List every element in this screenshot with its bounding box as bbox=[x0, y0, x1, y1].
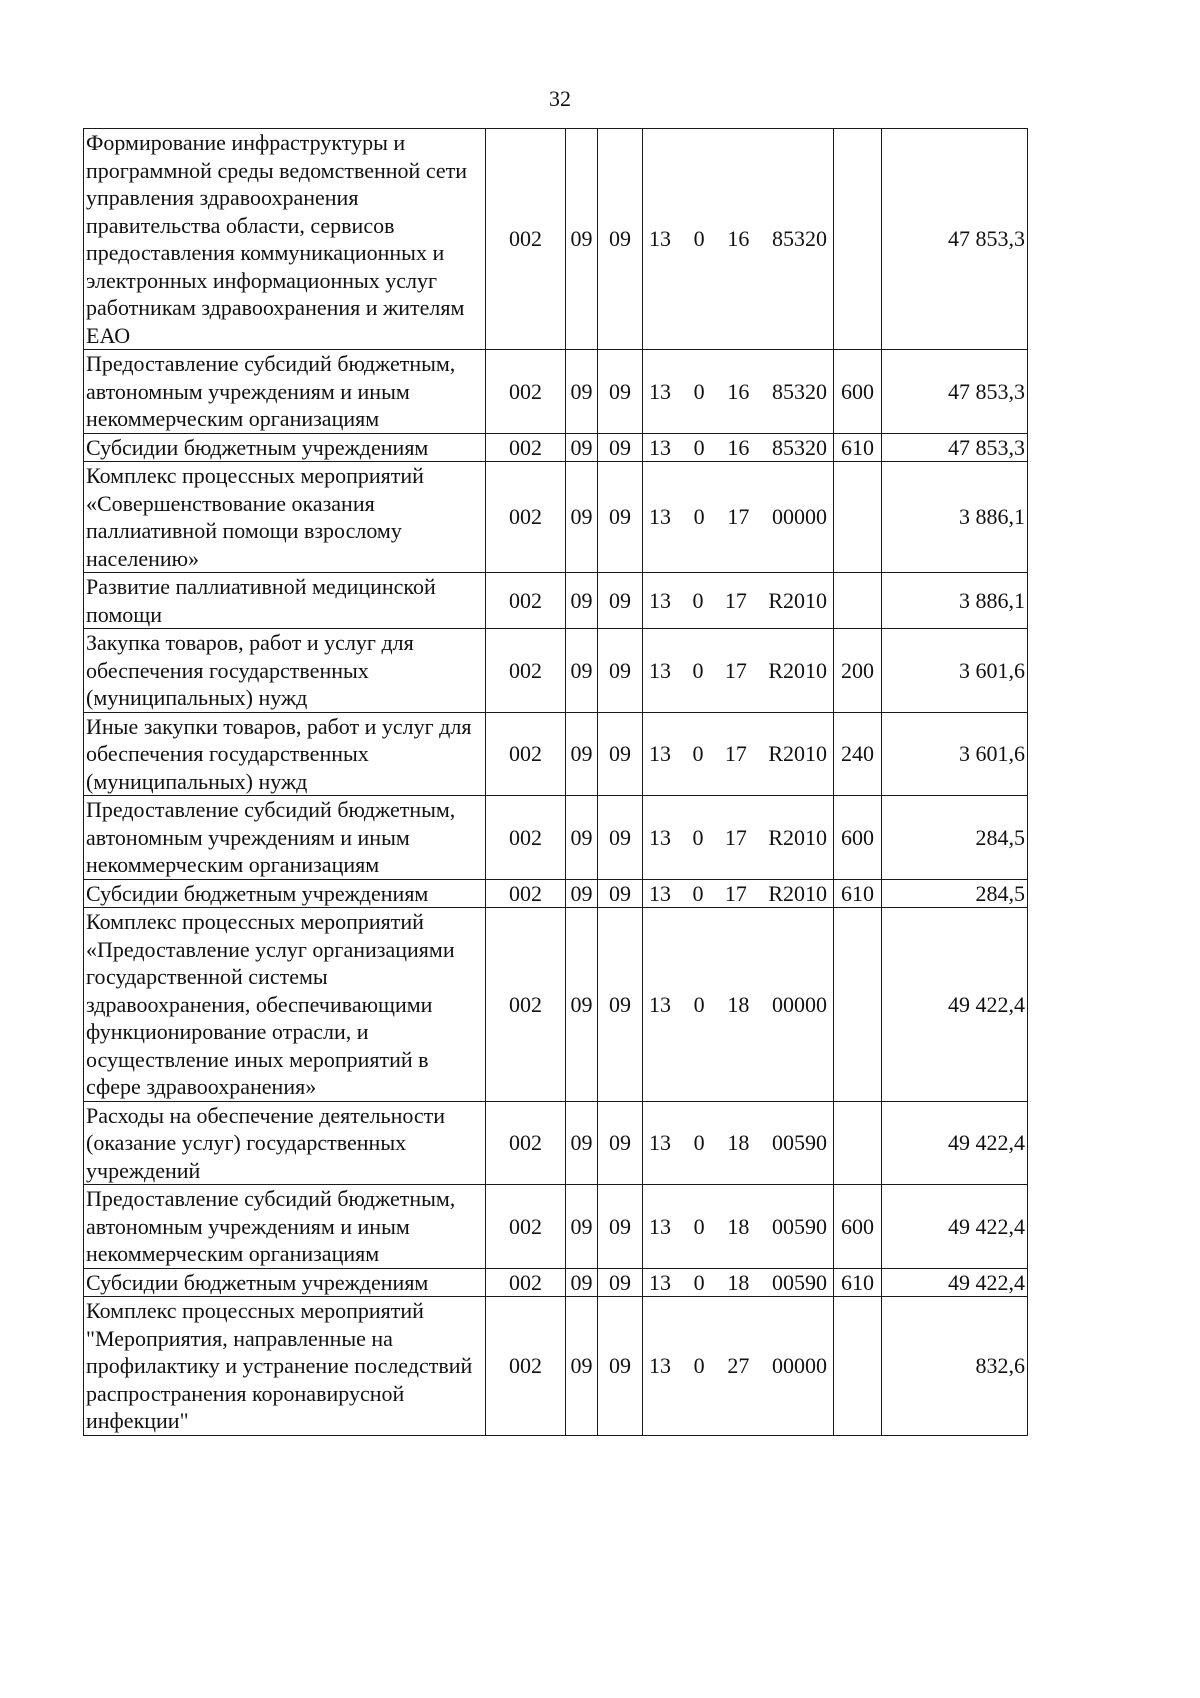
expense-kind-code: 610 bbox=[834, 1268, 882, 1297]
amount: 47 853,3 bbox=[882, 350, 1028, 434]
target-article bbox=[643, 573, 834, 629]
subsection-code: 09 bbox=[598, 1268, 643, 1297]
expense-kind-code bbox=[834, 129, 882, 350]
amount: 47 853,3 bbox=[882, 129, 1028, 350]
item-code: 16 bbox=[727, 378, 750, 404]
table-row bbox=[84, 1268, 1028, 1297]
expense-kind-code: 240 bbox=[834, 712, 882, 796]
row-name: Комплекс процессных мероприятий «Предоставление услуг организациями государственной системы здравоохранения, обеспечивающими функционирование отрасли, и осуществление иных мероприятий в сфере здравоохранения» bbox=[84, 908, 486, 1102]
subsection-code: 09 bbox=[598, 433, 643, 462]
item-code: 18 bbox=[727, 991, 750, 1017]
direction-code: 00590 bbox=[771, 1213, 827, 1239]
subprogram-code: 0 bbox=[693, 378, 705, 404]
amount: 49 422,4 bbox=[882, 1268, 1028, 1297]
item-code: 18 bbox=[727, 1269, 750, 1295]
amount: 3 601,6 bbox=[882, 712, 1028, 796]
target-article bbox=[643, 462, 834, 573]
amount: 49 422,4 bbox=[882, 1185, 1028, 1269]
subprogram-code: 0 bbox=[692, 587, 704, 613]
expense-kind-code bbox=[834, 1101, 882, 1185]
target-article bbox=[643, 1185, 834, 1269]
item-code: 17 bbox=[724, 587, 747, 613]
amount: 832,6 bbox=[882, 1297, 1028, 1436]
ministry-code: 002 bbox=[486, 462, 566, 573]
table-body bbox=[84, 129, 1028, 1436]
row-name: Предоставление субсидий бюджетным, автономным учреждениям и иным некоммерческим организациям bbox=[84, 1185, 486, 1269]
section-code: 09 bbox=[566, 350, 598, 434]
direction-code: 00000 bbox=[771, 1353, 827, 1378]
ministry-code: 002 bbox=[486, 129, 566, 350]
program-code: 13 bbox=[649, 587, 671, 613]
subsection-code: 09 bbox=[598, 1101, 643, 1185]
program-code: 13 bbox=[649, 1130, 671, 1155]
target-article bbox=[643, 129, 834, 350]
amount: 284,5 bbox=[882, 879, 1028, 908]
target-article bbox=[643, 796, 834, 880]
subprogram-code: 0 bbox=[693, 1213, 705, 1239]
expense-kind-code: 600 bbox=[834, 1185, 882, 1269]
section-code: 09 bbox=[566, 712, 598, 796]
target-article bbox=[643, 1268, 834, 1297]
amount: 3 886,1 bbox=[882, 462, 1028, 573]
expense-kind-code bbox=[834, 908, 882, 1102]
target-article bbox=[643, 629, 834, 713]
ministry-code: 002 bbox=[486, 350, 566, 434]
subsection-code: 09 bbox=[598, 629, 643, 713]
subprogram-code: 0 bbox=[692, 741, 704, 766]
section-code: 09 bbox=[566, 796, 598, 880]
program-code: 13 bbox=[649, 1353, 671, 1378]
direction-code: 00590 bbox=[771, 1130, 827, 1155]
amount: 3 601,6 bbox=[882, 629, 1028, 713]
subprogram-code: 0 bbox=[692, 824, 704, 850]
direction-code: R2010 bbox=[768, 657, 827, 683]
table-row bbox=[84, 1185, 1028, 1269]
direction-code: R2010 bbox=[768, 587, 827, 613]
target-article bbox=[643, 712, 834, 796]
table-row bbox=[84, 350, 1028, 434]
section-code: 09 bbox=[566, 908, 598, 1102]
expense-kind-code bbox=[834, 462, 882, 573]
target-article bbox=[643, 879, 834, 908]
item-code: 18 bbox=[727, 1130, 750, 1155]
item-code: 27 bbox=[727, 1353, 750, 1378]
item-code: 16 bbox=[727, 434, 750, 460]
ministry-code: 002 bbox=[486, 1185, 566, 1269]
row-name: Иные закупки товаров, работ и услуг для обеспечения государственных (муниципальных) нужд bbox=[84, 712, 486, 796]
subsection-code: 09 bbox=[598, 1297, 643, 1436]
program-code: 13 bbox=[649, 226, 671, 252]
table-row bbox=[84, 629, 1028, 713]
row-name: Субсидии бюджетным учреждениям bbox=[84, 1268, 486, 1297]
expense-kind-code: 200 bbox=[834, 629, 882, 713]
subsection-code: 09 bbox=[598, 796, 643, 880]
amount: 49 422,4 bbox=[882, 1101, 1028, 1185]
row-name: Предоставление субсидий бюджетным, автономным учреждениям и иным некоммерческим организациям bbox=[84, 796, 486, 880]
program-code: 13 bbox=[649, 434, 671, 460]
target-article bbox=[643, 908, 834, 1102]
row-name: Комплекс процессных мероприятий "Мероприятия, направленные на профилактику и устранение последствий распространения коронавирусной инфекции" bbox=[84, 1297, 486, 1436]
subprogram-code: 0 bbox=[693, 504, 705, 530]
amount: 284,5 bbox=[882, 796, 1028, 880]
section-code: 09 bbox=[566, 462, 598, 573]
item-code: 17 bbox=[727, 504, 750, 530]
subprogram-code: 0 bbox=[693, 1353, 705, 1378]
subprogram-code: 0 bbox=[692, 880, 704, 906]
expense-kind-code: 610 bbox=[834, 879, 882, 908]
program-code: 13 bbox=[649, 880, 671, 906]
subsection-code: 09 bbox=[598, 908, 643, 1102]
subsection-code: 09 bbox=[598, 1185, 643, 1269]
ministry-code: 002 bbox=[486, 1297, 566, 1436]
ministry-code: 002 bbox=[486, 1268, 566, 1297]
ministry-code: 002 bbox=[486, 712, 566, 796]
row-name: Расходы на обеспечение деятельности (оказание услуг) государственных учреждений bbox=[84, 1101, 486, 1185]
row-name: Предоставление субсидий бюджетным, автономным учреждениям и иным некоммерческим организациям bbox=[84, 350, 486, 434]
program-code: 13 bbox=[649, 378, 671, 404]
direction-code: 00000 bbox=[771, 504, 827, 530]
page-number: 32 bbox=[549, 86, 571, 111]
section-code: 09 bbox=[566, 129, 598, 350]
program-code: 13 bbox=[649, 1213, 671, 1239]
table-row bbox=[84, 879, 1028, 908]
ministry-code: 002 bbox=[486, 796, 566, 880]
table-row bbox=[84, 573, 1028, 629]
expense-kind-code bbox=[834, 1297, 882, 1436]
table-row bbox=[84, 1297, 1028, 1436]
expense-kind-code: 600 bbox=[834, 796, 882, 880]
ministry-code: 002 bbox=[486, 1101, 566, 1185]
program-code: 13 bbox=[649, 504, 671, 530]
row-name: Формирование инфраструктуры и программной среды ведомственной сети управления здравоохранения правительства области, сервисов предоставления коммуникационных и электронных информационных услуг работникам здравоохранения и жителям ЕАО bbox=[84, 129, 486, 350]
direction-code: R2010 bbox=[768, 741, 827, 766]
target-article bbox=[643, 433, 834, 462]
item-code: 17 bbox=[724, 657, 747, 683]
table-row bbox=[84, 433, 1028, 462]
item-code: 17 bbox=[724, 824, 747, 850]
amount: 47 853,3 bbox=[882, 433, 1028, 462]
program-code: 13 bbox=[649, 991, 671, 1017]
expense-kind-code: 600 bbox=[834, 350, 882, 434]
ministry-code: 002 bbox=[486, 879, 566, 908]
ministry-code: 002 bbox=[486, 908, 566, 1102]
subprogram-code: 0 bbox=[693, 1130, 705, 1155]
subprogram-code: 0 bbox=[693, 226, 705, 252]
target-article bbox=[643, 1101, 834, 1185]
subprogram-code: 0 bbox=[693, 434, 705, 460]
section-code: 09 bbox=[566, 1185, 598, 1269]
direction-code: R2010 bbox=[768, 880, 827, 906]
section-code: 09 bbox=[566, 433, 598, 462]
subsection-code: 09 bbox=[598, 129, 643, 350]
table-row bbox=[84, 129, 1028, 350]
ministry-code: 002 bbox=[486, 433, 566, 462]
row-name: Субсидии бюджетным учреждениям bbox=[84, 433, 486, 462]
section-code: 09 bbox=[566, 573, 598, 629]
amount: 3 886,1 bbox=[882, 573, 1028, 629]
direction-code: 00590 bbox=[771, 1269, 827, 1295]
table-row bbox=[84, 712, 1028, 796]
section-code: 09 bbox=[566, 1101, 598, 1185]
subprogram-code: 0 bbox=[693, 991, 705, 1017]
direction-code: 85320 bbox=[771, 378, 827, 404]
section-code: 09 bbox=[566, 879, 598, 908]
program-code: 13 bbox=[649, 1269, 671, 1295]
subsection-code: 09 bbox=[598, 879, 643, 908]
direction-code: 85320 bbox=[771, 434, 827, 460]
subsection-code: 09 bbox=[598, 573, 643, 629]
expense-kind-code: 610 bbox=[834, 433, 882, 462]
direction-code: 00000 bbox=[771, 991, 827, 1017]
item-code: 17 bbox=[724, 880, 747, 906]
program-code: 13 bbox=[649, 741, 671, 766]
subprogram-code: 0 bbox=[693, 1269, 705, 1295]
subsection-code: 09 bbox=[598, 350, 643, 434]
direction-code: 85320 bbox=[771, 226, 827, 252]
row-name: Субсидии бюджетным учреждениям bbox=[84, 879, 486, 908]
item-code: 18 bbox=[727, 1213, 750, 1239]
section-code: 09 bbox=[566, 629, 598, 713]
program-code: 13 bbox=[649, 657, 671, 683]
row-name: Развитие паллиативной медицинской помощи bbox=[84, 573, 486, 629]
row-name: Комплекс процессных мероприятий «Совершенствование оказания паллиативной помощи взрослому населению» bbox=[84, 462, 486, 573]
budget-table bbox=[83, 128, 1028, 1436]
target-article bbox=[643, 1297, 834, 1436]
amount: 49 422,4 bbox=[882, 908, 1028, 1102]
expense-kind-code bbox=[834, 573, 882, 629]
direction-code: R2010 bbox=[768, 824, 827, 850]
ministry-code: 002 bbox=[486, 573, 566, 629]
item-code: 16 bbox=[727, 226, 750, 252]
section-code: 09 bbox=[566, 1268, 598, 1297]
subprogram-code: 0 bbox=[692, 657, 704, 683]
target-article bbox=[643, 350, 834, 434]
table-row bbox=[84, 908, 1028, 1102]
subsection-code: 09 bbox=[598, 462, 643, 573]
table-row bbox=[84, 462, 1028, 573]
subsection-code: 09 bbox=[598, 712, 643, 796]
program-code: 13 bbox=[649, 824, 671, 850]
item-code: 17 bbox=[724, 741, 747, 766]
ministry-code: 002 bbox=[486, 629, 566, 713]
table-row bbox=[84, 1101, 1028, 1185]
table-row bbox=[84, 796, 1028, 880]
section-code: 09 bbox=[566, 1297, 598, 1436]
row-name: Закупка товаров, работ и услуг для обеспечения государственных (муниципальных) нужд bbox=[84, 629, 486, 713]
